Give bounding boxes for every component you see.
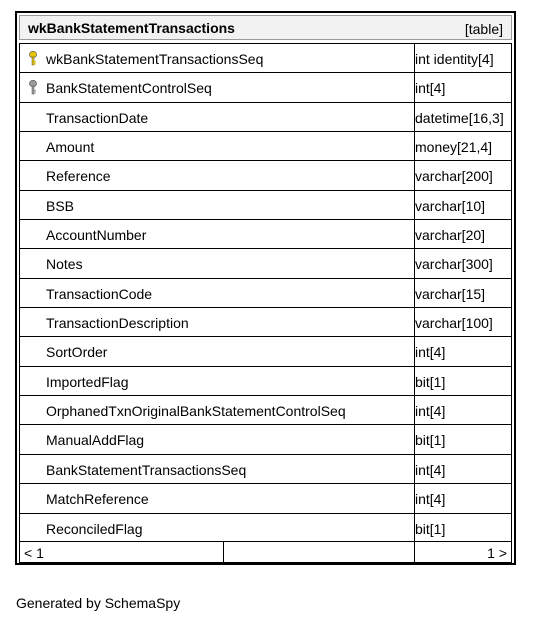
column-name[interactable]: TransactionDate (46, 109, 149, 126)
column-name[interactable]: Reference (46, 168, 111, 185)
column-type: int identity[4] (415, 51, 494, 67)
column-type: money[21,4] (415, 139, 493, 156)
column-name[interactable]: AccountNumber (46, 227, 147, 244)
column-type: varchar[10] (415, 197, 486, 214)
column-name[interactable]: BankStatementControlSeq (46, 80, 212, 97)
table-node[interactable] (15, 11, 516, 565)
parent-count[interactable]: < 1 (24, 545, 44, 561)
column-row[interactable] (19, 307, 512, 336)
column-name[interactable]: ManualAddFlag (46, 432, 145, 449)
column-name[interactable]: ReconciledFlag (46, 520, 143, 537)
column-row[interactable] (19, 219, 512, 248)
foreign-key-icon (28, 80, 38, 95)
primary-key-icon (28, 51, 38, 66)
column-name[interactable]: BSB (46, 197, 75, 214)
column-type: varchar[200] (415, 168, 493, 185)
table-footer (19, 541, 512, 563)
column-row[interactable] (19, 366, 512, 395)
column-type: varchar[20] (415, 227, 486, 244)
column-type: bit[1] (415, 373, 446, 390)
column-list (19, 43, 512, 542)
column-row[interactable] (19, 513, 512, 542)
column-type: bit[1] (415, 432, 446, 449)
column-row[interactable] (19, 43, 512, 72)
table-name[interactable]: wkBankStatementTransactions (28, 20, 235, 36)
column-type: datetime[16,3] (415, 109, 504, 126)
table-kind: [table] (464, 21, 503, 37)
column-name[interactable]: OrphanedTxnOriginalBankStatementControlSeq (46, 403, 346, 420)
column-row[interactable] (19, 454, 512, 483)
column-type: int[4] (415, 80, 446, 97)
column-row[interactable] (19, 248, 512, 277)
column-name[interactable]: SortOrder (46, 344, 108, 361)
column-row[interactable] (19, 131, 512, 160)
column-type: bit[1] (415, 520, 446, 537)
column-row[interactable] (19, 190, 512, 219)
table-header[interactable] (19, 15, 512, 40)
generated-by-label: Generated by SchemaSpy (16, 595, 181, 611)
column-name[interactable]: ImportedFlag (46, 373, 129, 390)
child-count[interactable]: 1 > (487, 545, 507, 561)
column-type: varchar[100] (415, 315, 493, 332)
footer-divider (223, 542, 224, 562)
column-type: int[4] (415, 403, 446, 420)
column-row[interactable] (19, 160, 512, 189)
column-name[interactable]: MatchReference (46, 491, 149, 508)
column-name[interactable]: Amount (46, 139, 95, 156)
column-row[interactable] (19, 278, 512, 307)
column-name[interactable]: TransactionCode (46, 285, 153, 302)
column-type: int[4] (415, 344, 446, 361)
column-row[interactable] (19, 336, 512, 365)
column-type: int[4] (415, 461, 446, 478)
column-type: varchar[15] (415, 285, 486, 302)
footer-divider (414, 542, 415, 562)
column-row[interactable] (19, 483, 512, 512)
column-type: int[4] (415, 491, 446, 508)
column-type: varchar[300] (415, 256, 493, 273)
column-row[interactable] (19, 424, 512, 453)
column-name[interactable]: Notes (46, 256, 83, 273)
column-name[interactable]: wkBankStatementTransactionsSeq (46, 51, 264, 67)
column-row[interactable] (19, 72, 512, 101)
column-name[interactable]: BankStatementTransactionsSeq (46, 461, 247, 478)
column-name[interactable]: TransactionDescription (46, 315, 189, 332)
column-row[interactable] (19, 102, 512, 131)
column-row[interactable] (19, 395, 512, 424)
